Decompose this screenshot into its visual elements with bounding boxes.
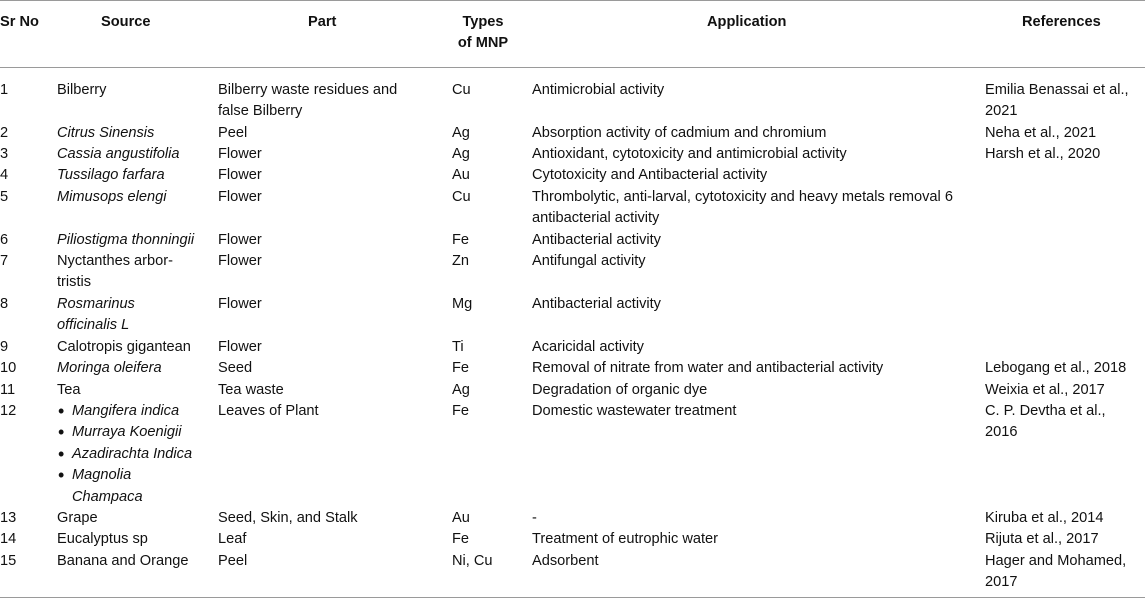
table-row bbox=[0, 508, 1145, 529]
table-row bbox=[0, 294, 1145, 337]
cell-mnp: Au bbox=[452, 509, 470, 526]
cell-application: Antioxidant, cytotoxicity and antimicrobial activity bbox=[532, 146, 847, 163]
cell-source: Cassia angustifolia bbox=[57, 146, 180, 163]
cell-source: Eucalyptus sp bbox=[57, 531, 148, 548]
cell-mnp: Fe bbox=[452, 531, 470, 548]
cell-no: 4 bbox=[0, 167, 9, 184]
cell-application: - bbox=[532, 509, 537, 526]
cell-reference: Kiruba et al., 2014 bbox=[985, 509, 1104, 526]
cell-reference: C. P. Devtha et al., 2016 bbox=[985, 402, 1106, 441]
header-types-of-mnp: Types of MNP bbox=[452, 1, 532, 68]
cell-application: Thrombolytic, anti-larval, cytotoxicity and heavy metals removal 6 antibacterial activity bbox=[532, 188, 953, 227]
cell-application: Antibacterial activity bbox=[532, 295, 661, 312]
cell-mnp: Fe bbox=[452, 231, 470, 248]
table-row bbox=[0, 251, 1145, 294]
table-row bbox=[0, 358, 1145, 379]
cell-no: 13 bbox=[0, 509, 17, 526]
cell-mnp: Fe bbox=[452, 360, 470, 377]
cell-no: 11 bbox=[0, 381, 16, 398]
cell-part: Flower bbox=[218, 146, 262, 163]
table-row bbox=[0, 401, 1145, 508]
table-row bbox=[0, 337, 1145, 358]
cell-reference bbox=[985, 187, 1145, 230]
cell-no: 7 bbox=[0, 253, 9, 270]
cell-no: 15 bbox=[0, 551, 57, 597]
header-references: References bbox=[985, 1, 1145, 68]
cell-no: 12 bbox=[0, 402, 17, 419]
cell-no: 3 bbox=[0, 146, 9, 163]
cell-application: Absorption activity of cadmium and chromium bbox=[532, 124, 827, 141]
cell-reference bbox=[985, 251, 1145, 294]
list-item: • Azadirachta Indica bbox=[57, 444, 214, 465]
cell-source: Banana and Orange bbox=[57, 551, 218, 597]
cell-part: Flower bbox=[218, 167, 262, 184]
cell-mnp: Fe bbox=[452, 402, 470, 419]
cell-reference: Weixia et al., 2017 bbox=[985, 381, 1105, 398]
cell-part: Seed bbox=[218, 360, 253, 377]
table-row bbox=[0, 67, 1145, 122]
cell-no: 8 bbox=[0, 295, 9, 312]
cell-reference: Rijuta et al., 2017 bbox=[985, 531, 1099, 548]
cell-no: 1 bbox=[0, 81, 9, 98]
list-item: • Murraya Koenigii bbox=[57, 422, 214, 443]
cell-reference: Emilia Benassai et al., 2021 bbox=[985, 81, 1129, 120]
cell-part: Bilberry waste residues and false Bilberry bbox=[218, 81, 398, 120]
cell-application: Antibacterial activity bbox=[532, 231, 661, 248]
cell-mnp: Ag bbox=[452, 146, 470, 163]
table-row bbox=[0, 529, 1145, 550]
table-header-row bbox=[0, 1, 1145, 68]
cell-no: 10 bbox=[0, 360, 17, 377]
cell-mnp: Mg bbox=[452, 295, 473, 312]
cell-reference bbox=[985, 230, 1145, 251]
cell-part: Leaves of Plant bbox=[218, 402, 319, 419]
cell-reference: Hager and Mohamed, 2017 bbox=[985, 551, 1145, 597]
cell-source: Grape bbox=[57, 509, 98, 526]
cell-reference bbox=[985, 294, 1145, 337]
cell-mnp: Ni, Cu bbox=[452, 551, 532, 597]
table-row bbox=[0, 551, 1145, 597]
cell-no: 9 bbox=[0, 338, 9, 355]
cell-source: Moringa oleifera bbox=[57, 360, 162, 377]
header-part: Part bbox=[218, 1, 452, 68]
cell-application: Adsorbent bbox=[532, 551, 985, 597]
cell-part: Leaf bbox=[218, 531, 247, 548]
cell-no: 14 bbox=[0, 531, 17, 548]
table-row bbox=[0, 380, 1145, 401]
cell-source: Rosmarinus officinalis L bbox=[57, 295, 135, 334]
cell-source: Bilberry bbox=[57, 81, 107, 98]
header-source: Source bbox=[57, 1, 218, 68]
table-row bbox=[0, 187, 1145, 230]
cell-application: Cytotoxicity and Antibacterial activity bbox=[532, 167, 768, 184]
cell-part: Flower bbox=[218, 338, 262, 355]
cell-mnp: Cu bbox=[452, 188, 471, 205]
cell-no: 2 bbox=[0, 124, 9, 141]
cell-mnp: Ag bbox=[452, 381, 470, 398]
cell-application: Antimicrobial activity bbox=[532, 81, 665, 98]
cell-reference: Lebogang et al., 2018 bbox=[985, 360, 1127, 377]
list-item: • Magnolia Champaca bbox=[57, 465, 214, 508]
header-application: Application bbox=[532, 1, 985, 68]
table-row bbox=[0, 165, 1145, 186]
cell-application: Domestic wastewater treatment bbox=[532, 402, 737, 419]
cell-reference bbox=[985, 165, 1145, 186]
cell-application: Antifungal activity bbox=[532, 253, 646, 270]
cell-part: Flower bbox=[218, 188, 262, 205]
cell-no: 6 bbox=[0, 231, 9, 248]
cell-reference: Harsh et al., 2020 bbox=[985, 146, 1101, 163]
cell-reference bbox=[985, 337, 1145, 358]
cell-part: Peel bbox=[218, 124, 248, 141]
cell-source bbox=[57, 401, 218, 508]
cell-application: Acaricidal activity bbox=[532, 338, 644, 355]
cell-mnp: Ti bbox=[452, 338, 464, 355]
cell-mnp: Zn bbox=[452, 253, 470, 270]
table-row bbox=[0, 144, 1145, 165]
cell-application: Removal of nitrate from water and antibacterial activity bbox=[532, 360, 884, 377]
source-list bbox=[57, 401, 214, 508]
cell-mnp: Ag bbox=[452, 124, 470, 141]
cell-mnp: Au bbox=[452, 167, 470, 184]
cell-source: Piliostigma thonningii bbox=[57, 231, 195, 248]
table-row bbox=[0, 123, 1145, 144]
cell-source: Mimusops elengi bbox=[57, 188, 167, 205]
cell-source: Nyctanthes arbor-tristis bbox=[57, 253, 173, 291]
header-sr-no: Sr No bbox=[0, 1, 57, 68]
table-row bbox=[0, 230, 1145, 251]
cell-application: Treatment of eutrophic water bbox=[532, 531, 719, 548]
cell-part: Peel bbox=[218, 551, 452, 597]
cell-source: Citrus Sinensis bbox=[57, 124, 155, 141]
cell-part: Flower bbox=[218, 295, 262, 312]
cell-no: 5 bbox=[0, 188, 9, 205]
cell-source: Calotropis gigantean bbox=[57, 338, 191, 355]
cell-mnp: Cu bbox=[452, 81, 471, 98]
cell-part: Seed, Skin, and Stalk bbox=[218, 509, 358, 526]
cell-application: Degradation of organic dye bbox=[532, 381, 708, 398]
cell-source: Tussilago farfara bbox=[57, 167, 165, 184]
list-item: • Mangifera indica bbox=[57, 401, 214, 422]
cell-source: Tea bbox=[57, 381, 81, 398]
cell-reference: Neha et al., 2021 bbox=[985, 124, 1097, 141]
cell-part: Tea waste bbox=[218, 381, 284, 398]
cell-part: Flower bbox=[218, 231, 262, 248]
cell-part: Flower bbox=[218, 253, 262, 270]
